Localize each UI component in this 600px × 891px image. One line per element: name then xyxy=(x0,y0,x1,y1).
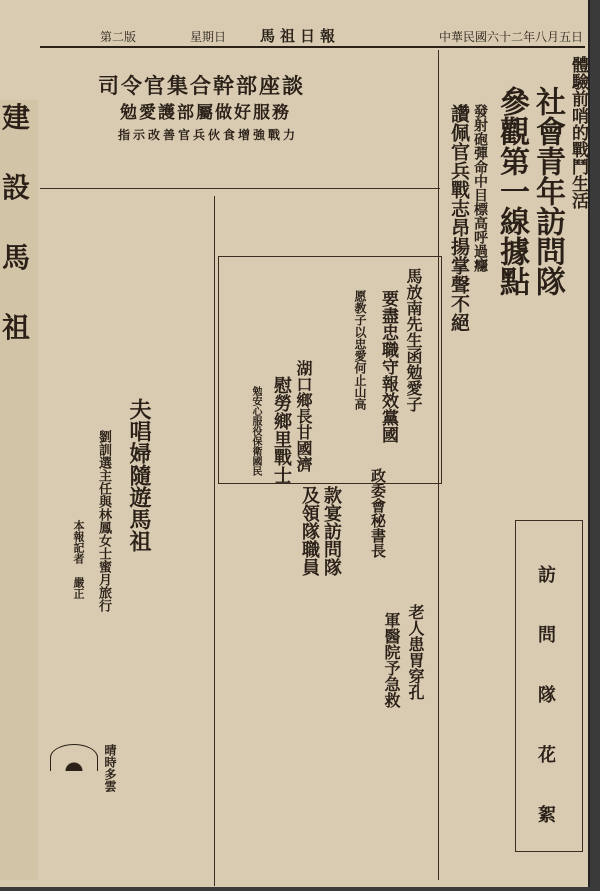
secretary-sub-2: 及領隊職員 xyxy=(299,486,320,576)
lead-sub-1: 發射砲彈命中目標高呼過癮 xyxy=(472,104,488,272)
sun-icon xyxy=(50,744,98,771)
elder-sub: 軍醫院予急救 xyxy=(382,612,401,708)
ma-fang-sub-1: 要盡忠職守報效黨國 xyxy=(378,290,398,443)
top-story-body xyxy=(44,62,96,182)
side-char-3: 馬 xyxy=(2,241,31,274)
flower-char-3: 隊 xyxy=(538,685,556,706)
flower-char-4: 花 xyxy=(538,745,556,766)
column-rule-2 xyxy=(214,196,215,886)
huang-sub-1: 慰勞鄉里戰士 xyxy=(271,376,292,484)
wife-byline: 本報記者 嚴正 xyxy=(72,520,85,599)
flower-char-5: 絮 xyxy=(538,805,556,826)
issue-date: 中華民國六十二年八月五日 xyxy=(438,30,583,44)
lead-body-text xyxy=(440,300,510,640)
side-char-2: 設 xyxy=(2,171,31,204)
column-text-1 xyxy=(190,196,440,252)
flower-box xyxy=(515,520,583,852)
paper-name: 馬祖日報 xyxy=(260,27,341,45)
lead-headline-2: 參觀第一線據點 xyxy=(494,86,529,296)
column-text-5 xyxy=(440,650,512,880)
lead-kicker: 體驗前哨的戰鬥生活 xyxy=(568,56,588,209)
rule xyxy=(40,188,440,189)
weekday: 星期日 xyxy=(190,30,227,44)
top-headline-1: 司令官集合幹部座談 xyxy=(98,73,305,98)
top-story-body-2 xyxy=(92,150,340,186)
side-char-1: 建 xyxy=(2,101,31,134)
lead-headline-1: 社會青年訪問隊 xyxy=(530,86,565,296)
wife-headline: 夫唱婦隨遊馬祖 xyxy=(126,398,152,552)
ma-fang-headline: 馬放南先生函勉愛子 xyxy=(404,268,423,412)
column-text-4 xyxy=(44,600,214,730)
secretary-headline: 政委會秘書長 xyxy=(369,468,387,558)
top-subhead: 指示改善官兵伙食增強戰力 xyxy=(118,128,299,142)
flower-char-2: 問 xyxy=(538,625,556,646)
weather-box xyxy=(42,740,182,880)
lead-body-text-2 xyxy=(510,300,580,500)
wife-sub: 劉訓選主任與林鳳女士蜜月旅行 xyxy=(96,430,111,612)
huang-headline: 湖口鄉長甘國濟 xyxy=(294,360,313,472)
huang-sub-2: 勉安心服役保衛國民 xyxy=(250,386,261,476)
column-rule xyxy=(438,50,439,880)
weather-label: 晴時多雲 xyxy=(103,744,117,792)
column-text-3 xyxy=(220,600,360,880)
flower-char-1: 訪 xyxy=(538,565,556,586)
masthead xyxy=(40,24,585,48)
page-number: 第二版 xyxy=(100,30,137,44)
ma-fang-sub-2: 愿教子以忠愛何止山高 xyxy=(353,290,367,410)
elder-headline: 老人患胃穿孔 xyxy=(406,604,425,700)
side-strip xyxy=(0,100,38,880)
secretary-sub-1: 款宴訪問隊 xyxy=(321,486,342,576)
top-headline-2: 勉愛護部屬做好服務 xyxy=(120,103,291,123)
column-text-2 xyxy=(44,196,184,386)
side-char-4: 祖 xyxy=(2,311,31,344)
lead-sub-2: 讚佩官兵戰志昂揚掌聲不絕 xyxy=(448,104,470,332)
